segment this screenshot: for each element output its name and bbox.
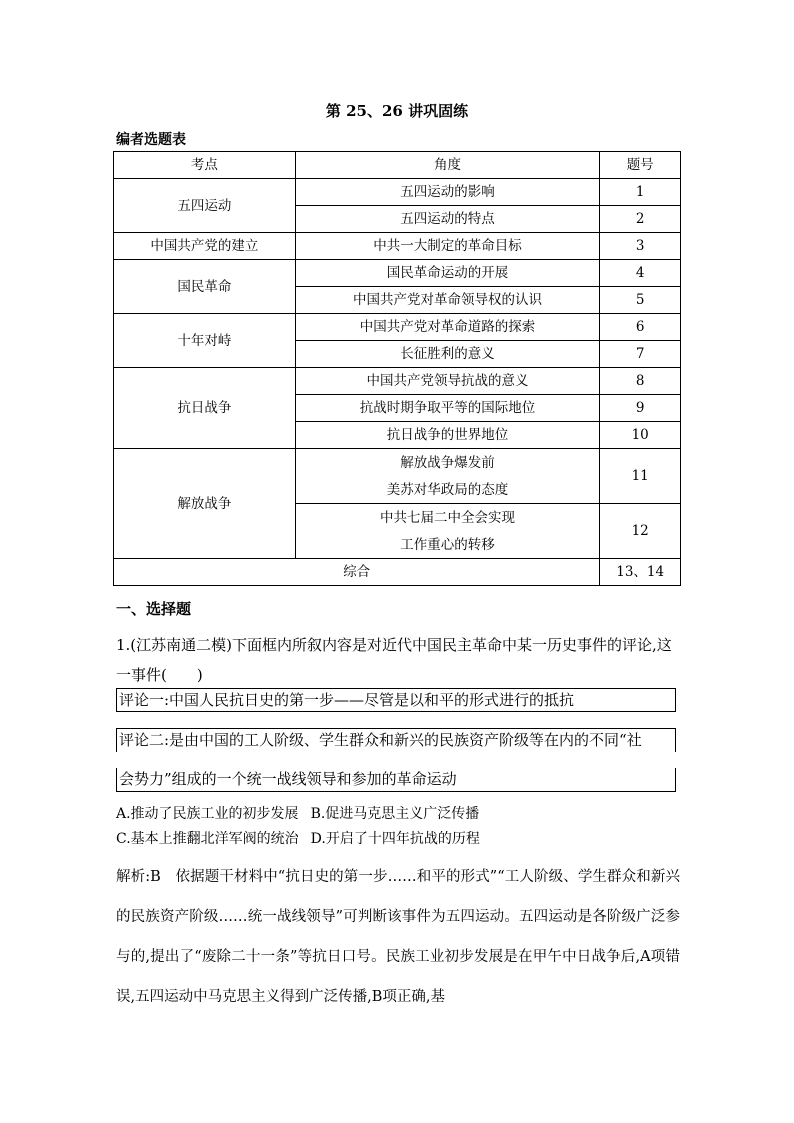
table-row	[114, 368, 681, 395]
cell-number: 1	[600, 179, 681, 206]
cell-angle-line: 中共七届二中全会实现	[380, 509, 516, 526]
cell-number: 8	[600, 368, 681, 395]
table-header-row	[114, 152, 681, 179]
comment-box-2-line-2: 会势力”组成的一个统一战线领导和参加的革命运动	[116, 768, 676, 792]
option-d[interactable]: D.开启了十四年抗战的历程	[310, 831, 480, 847]
cell-angle: 长征胜利的意义	[295, 341, 600, 368]
cell-angle: 五四运动的特点	[295, 206, 600, 233]
question-stem: 1.(江苏南通二模)下面框内所叙内容是对近代中国民主革命中某一历史事件的评论,这一事件( )	[116, 636, 672, 684]
cell-angle: 五四运动的影响	[295, 179, 600, 206]
cell-angle	[295, 504, 600, 559]
cell-number: 12	[600, 504, 681, 559]
cell-angle-line: 解放战争爆发前	[400, 454, 495, 471]
topic-selection-table	[113, 151, 681, 586]
analysis-label: 解析:B	[116, 869, 161, 885]
cell-number: 2	[600, 206, 681, 233]
page-title: 第 25、26 讲巩固练	[325, 102, 469, 120]
table-row	[114, 233, 681, 260]
cell-number: 9	[600, 395, 681, 422]
section-heading: 一、选择题	[116, 600, 192, 618]
table-row	[114, 179, 681, 206]
cell-point: 中国共产党的建立	[114, 233, 296, 260]
table-summary-row	[114, 559, 681, 586]
cell-number: 3	[600, 233, 681, 260]
cell-angle: 中国共产党对革命领导权的认识	[295, 287, 600, 314]
cell-angle: 中国共产党领导抗战的意义	[295, 368, 600, 395]
comment-box-2-line-1: 评论二:是由中国的工人阶级、学生群众和新兴的民族资产阶级等在内的不同“社	[116, 728, 676, 752]
cell-number: 4	[600, 260, 681, 287]
cell-angle: 中国共产党对革命道路的探索	[295, 314, 600, 341]
table-row	[114, 260, 681, 287]
comment-box-1: 评论一:中国人民抗日史的第一步——尽管是以和平的形式进行的抵抗	[116, 688, 676, 712]
cell-number: 10	[600, 422, 681, 449]
cell-point: 十年对峙	[114, 314, 296, 368]
cell-angle: 国民革命运动的开展	[295, 260, 600, 287]
cell-angle: 中共一大制定的革命目标	[295, 233, 600, 260]
cell-point: 解放战争	[114, 449, 296, 559]
option-b[interactable]: B.促进马克思主义广泛传播	[310, 806, 480, 822]
cell-point: 国民革命	[114, 260, 296, 314]
analysis-text: 依据题干材料中“抗日史的第一步……和平的形式”“工人阶级、学生群众和新兴的民族资产阶级……统一战线领导”可判断该事件为五四运动。五四运动是各阶级广泛参与的,提出了“废除二十一条”等抗日口号。民族工业初步发展是在甲午中日战争后,A项错误,五四运动中马克思主义得到广泛传播,B项正确,基	[116, 869, 681, 1005]
cell-number: 6	[600, 314, 681, 341]
header-angle: 角度	[295, 152, 600, 179]
cell-number: 11	[600, 449, 681, 504]
analysis-paragraph	[116, 857, 680, 1017]
options-row-2	[116, 827, 492, 851]
options-row-1	[116, 802, 491, 826]
cell-point: 五四运动	[114, 179, 296, 233]
cell-point: 抗日战争	[114, 368, 296, 449]
table-caption: 编者选题表	[116, 132, 186, 148]
cell-summary-label: 综合	[114, 559, 600, 586]
cell-angle	[295, 449, 600, 504]
cell-summary-number: 13、14	[600, 559, 681, 586]
cell-angle: 抗战时期争取平等的国际地位	[295, 395, 600, 422]
header-number: 题号	[600, 152, 681, 179]
cell-number: 5	[600, 287, 681, 314]
cell-angle-line: 工作重心的转移	[400, 536, 495, 553]
table-row	[114, 314, 681, 341]
table-row	[114, 449, 681, 504]
cell-number: 7	[600, 341, 681, 368]
option-c[interactable]: C.基本上推翻北洋军阀的统治	[116, 831, 299, 847]
cell-angle: 抗日战争的世界地位	[295, 422, 600, 449]
header-point: 考点	[114, 152, 296, 179]
option-a[interactable]: A.推动了民族工业的初步发展	[116, 806, 299, 822]
cell-angle-line: 美苏对华政局的态度	[386, 481, 509, 498]
